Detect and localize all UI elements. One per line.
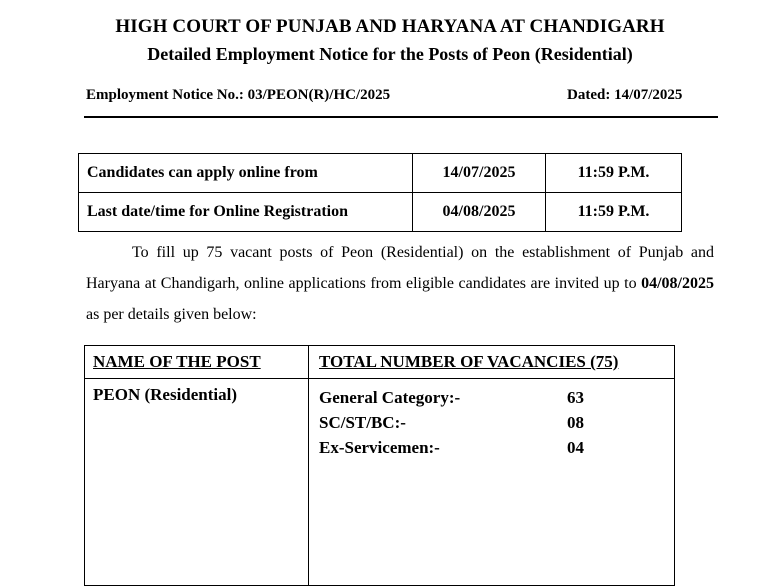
- category-count: 63: [567, 388, 584, 407]
- category-row: [319, 385, 674, 410]
- category-row: [319, 435, 674, 460]
- category-name: General Category:-: [319, 388, 461, 407]
- page-title: HIGH COURT OF PUNJAB AND HARYANA AT CHANDIGARH: [115, 16, 665, 37]
- table-row: [79, 193, 682, 232]
- vacancy-table: [84, 345, 675, 586]
- paragraph-bold-date: 04/08/2025: [641, 275, 714, 292]
- paragraph-text-2: as per details given below:: [86, 306, 257, 323]
- date-row-label: Last date/time for Online Registration: [79, 193, 413, 232]
- date-row-date: 14/07/2025: [413, 154, 546, 193]
- table-header-row: [85, 346, 675, 379]
- notice-date-line: [567, 87, 682, 104]
- notice-number-line: [86, 87, 390, 104]
- paragraph-text-1: To fill up 75 vacant posts of Peon (Residential) on the establishment of Punjab and Haryana at Chandigarh, online applications from eligible candidates are invited up to: [86, 244, 714, 292]
- category-count: 04: [567, 438, 584, 457]
- table-row: [85, 379, 675, 586]
- date-row-time: 11:59 P.M.: [546, 193, 682, 232]
- date-row-label: Candidates can apply online from: [79, 154, 413, 193]
- post-name-cell: PEON (Residential): [85, 379, 309, 586]
- dated-label: Dated:: [567, 87, 611, 103]
- date-row-time: 11:59 P.M.: [546, 154, 682, 193]
- header-divider: [84, 116, 718, 118]
- dated-value: 14/07/2025: [614, 87, 683, 103]
- category-count: 08: [567, 413, 584, 432]
- total-vacancies-header: TOTAL NUMBER OF VACANCIES (75): [319, 352, 619, 371]
- post-name-header: NAME OF THE POST: [93, 352, 261, 371]
- page-subtitle: Detailed Employment Notice for the Posts of Peon (Residential): [147, 44, 633, 64]
- notice-paragraph: [86, 237, 714, 330]
- application-dates-table: [78, 153, 682, 232]
- notice-number-label: Employment Notice No.:: [86, 87, 244, 103]
- category-name: Ex-Servicemen:-: [319, 438, 440, 457]
- category-row: [319, 410, 674, 435]
- category-name: SC/ST/BC:-: [319, 413, 406, 432]
- categories-cell: [309, 379, 675, 586]
- date-row-date: 04/08/2025: [413, 193, 546, 232]
- table-row: [79, 154, 682, 193]
- notice-number-value: 03/PEON(R)/HC/2025: [247, 87, 391, 103]
